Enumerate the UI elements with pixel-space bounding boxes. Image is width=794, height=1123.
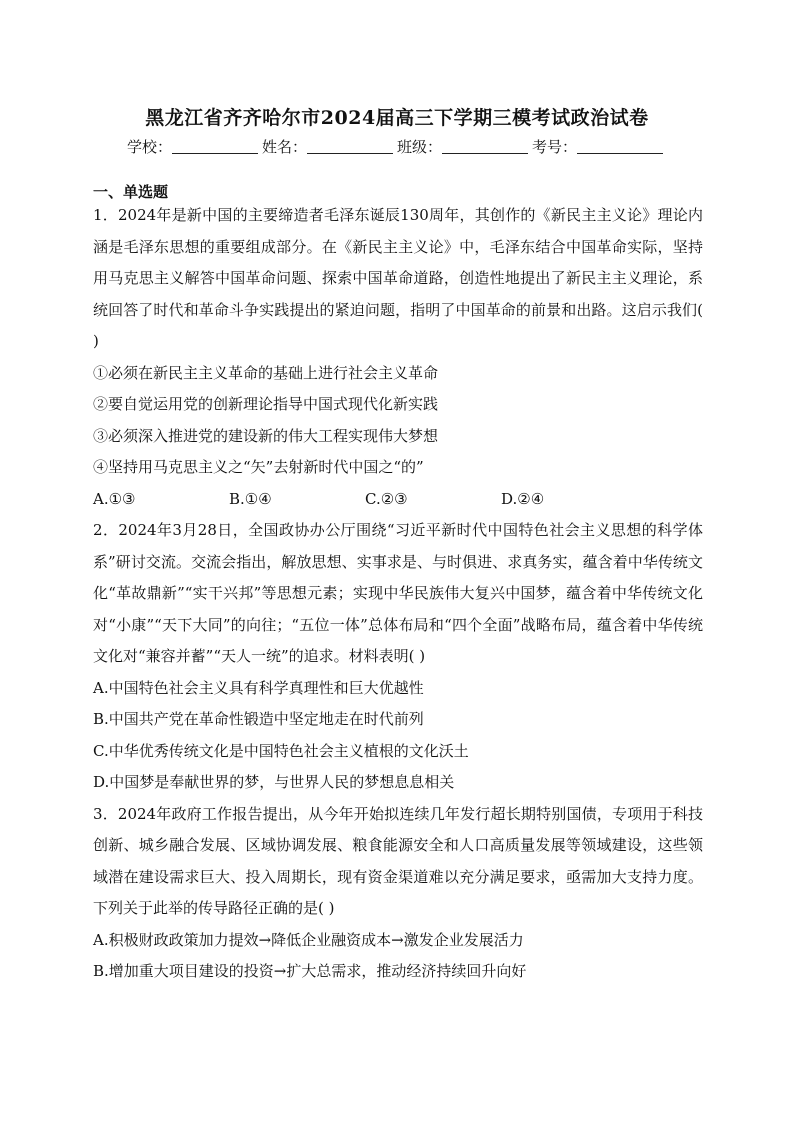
- question-1-stem: 1．2024年是新中国的主要缔造者毛泽东诞辰130周年，其创作的《新民主主义论》理论内涵是毛泽东思想的重要组成部分。在《新民主主义论》中，毛泽东结合中国革命实际，坚持用马克思主义解答中国革命问题、探索中国革命道路，创造性地提出了新民主主义理论，系统回答了时代和革命斗争实践提出的紧迫问题，指明了中国革命的前景和出路。这启示我们( ): [93, 206, 703, 350]
- question-1-item: ④坚持用马克思主义之“矢”去射新时代中国之“的”: [93, 458, 424, 476]
- question-2-choice-c: C.中华优秀传统文化是中国特色社会主义植根的文化沃土: [93, 741, 469, 760]
- question-1-item: ②要自觉运用党的创新理论指导中国式现代化新实践: [93, 395, 439, 413]
- school-blank[interactable]: [172, 139, 258, 154]
- question-2-choice-d: D.中国梦是奉献世界的梦，与世界人民的梦想息息相关: [93, 773, 455, 791]
- page-title: 黑龙江省齐齐哈尔市2024届高三下学期三模考试政治试卷: [145, 107, 649, 129]
- option-a: A.①③: [93, 489, 136, 508]
- questions-body: [93, 200, 703, 988]
- question-2-stem: 2．2024年3月28日，全国政协办公厅围绕“习近平新时代中国特色社会主义思想的科学体系”研讨交流。交流会指出，解放思想、实事求是、与时俱进、求真务实，蕴含着中华传统文化“革故鼎新”“实干兴邦”等思想元素；实现中华民族伟大复兴中国梦，蕴含着中华传统文化对“小康”“天下大同”的向往；“五位一体”总体布局和“四个全面”战略布局，蕴含着中华传统文化对“兼容并蓄”“天人一统”的追求。材料表明( ): [93, 521, 703, 665]
- section-heading: 一、单选题: [93, 183, 169, 201]
- question-2-choice-a: A.中国特色社会主义具有科学真理性和巨大优越性: [93, 678, 424, 697]
- name-blank[interactable]: [307, 139, 393, 154]
- option-d: D.②④: [501, 489, 545, 508]
- class-label: 班级：: [397, 138, 443, 156]
- name-label: 姓名：: [261, 138, 307, 156]
- question-2-choice-b: B.中国共产党在革命性锻造中坚定地走在时代前列: [93, 710, 424, 728]
- option-c: C.②③: [365, 489, 408, 508]
- question-3-choice-a: A.积极财政政策加力提效→降低企业融资成本→激发企业发展活力: [93, 930, 524, 949]
- question-3-choice-b: B.增加重大项目建设的投资→扩大总需求，推动经济持续回升向好: [93, 962, 527, 980]
- question-1-options: [93, 484, 703, 516]
- school-label: 学校：: [126, 138, 172, 156]
- option-b: B.①④: [229, 489, 272, 508]
- question-1-item: ③必须深入推进党的建设新的伟大工程实现伟大梦想: [93, 426, 439, 445]
- class-blank[interactable]: [442, 139, 528, 154]
- question-3-stem: 3．2024年政府工作报告提出，从今年开始拟连续几年发行超长期特别国债，专项用于科技创新、城乡融合发展、区域协调发展、粮食能源安全和人口高质量发展等领域建设，这些领域潜在建设需求巨大、投入周期长，现有资金渠道难以充分满足要求，亟需加大支持力度。下列关于此举的传导路径正确的是( ): [93, 804, 703, 917]
- student-info-row: [0, 136, 794, 157]
- exam-number-label: 考号：: [532, 138, 578, 156]
- question-1-item: ①必须在新民主主义革命的基础上进行社会主义革命: [93, 363, 439, 382]
- exam-number-blank[interactable]: [577, 139, 663, 154]
